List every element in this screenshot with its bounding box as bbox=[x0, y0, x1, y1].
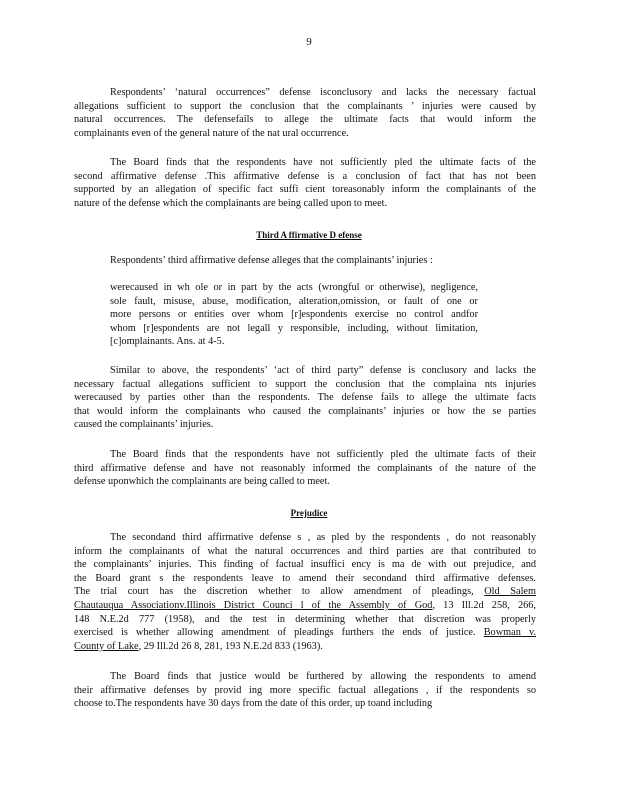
text-line: The Board finds that justice would be furthered by allowing the respondents to amend bbox=[110, 671, 536, 682]
text-line: sole fault, misuse, abuse, modification, alteration,omission, or fault of one or bbox=[110, 295, 478, 307]
text-line: the Board grant s the respondents leave to amend their secondand third affirmative defenses. bbox=[74, 572, 536, 584]
text-line bbox=[74, 585, 536, 599]
paragraph-leave-to-amend bbox=[74, 670, 536, 711]
text-span: exercised is whether allowing amendment of pleadings furthers the ends of justice. bbox=[74, 627, 476, 639]
paragraph-prejudice bbox=[74, 531, 536, 653]
case-name: Bowman v. bbox=[483, 627, 536, 639]
text-line: The Board finds that the respondents have not sufficiently pled the ultimate facts of their bbox=[110, 449, 536, 460]
text-line: The Board finds that the respondents have not sufficiently pled the ultimate facts of the bbox=[110, 157, 536, 168]
paragraph-board-finds-second bbox=[74, 156, 536, 210]
text-line: Similar to above, the respondents’ ‘act of third party” defense is conclusory and lacks the bbox=[110, 365, 536, 376]
text-line: natural occurrences. The defensefails to allege the ultimate facts that would inform the bbox=[74, 114, 536, 126]
paragraph-board-finds-third bbox=[74, 448, 536, 489]
paragraph-act-of-third-party bbox=[74, 364, 536, 432]
text-span: , 29 Ill.2d 26 8, 281, 193 N.E.2d 833 (1963). bbox=[138, 640, 323, 652]
block-quote bbox=[110, 281, 478, 349]
text-line: inform the complainants of what the natural occurrences and third parties are that contributed to bbox=[74, 545, 536, 557]
text-line: more persons or entities over whom [r]espondents exercise no control andfor bbox=[110, 309, 478, 321]
text-line: allegations sufficient to support the conclusion that the complainants ’ injuries were caused by bbox=[74, 100, 536, 112]
text-line: second affirmative defense .This affirmative defense is a conclusion of fact that has not been bbox=[74, 170, 536, 182]
text-line: complainants even of the general nature of the nat ural occurrence. bbox=[74, 127, 349, 139]
text-line: Respondents’ third affirmative defense alleges that the complainants’ injuries : bbox=[110, 255, 433, 266]
text-line: werecaused in wh ole or in part by the acts (wrongful or otherwise), negligence, bbox=[110, 282, 478, 293]
text-line: Respondents’ ‘natural occurrences” defense isconclusory and lacks the necessary factual bbox=[110, 87, 536, 98]
heading-third-affirmative-defense: Third A ffirmative D efense bbox=[256, 230, 362, 240]
text-line: 148 N.E.2d 777 (1958), and the test in determining whether that discretion was properly bbox=[74, 613, 536, 625]
heading-prejudice: Prejudice bbox=[290, 508, 328, 518]
text-line: the complainants’ injuries. This finding of factual insuffici ency is ma de with out prejudice, and bbox=[74, 559, 536, 571]
text-line: their affirmative defenses by provid ing more specific factual allegations , if the respondents so bbox=[74, 684, 536, 696]
text-line: necessary factual allegations sufficient to support the conclusion that the complaina nts injuries bbox=[74, 378, 536, 390]
text-line: [c]omplainants. Ans. at 4-5. bbox=[110, 336, 225, 348]
text-line bbox=[74, 599, 536, 613]
text-span: The trial court has the discretion whether to allow amendment of pleadings, bbox=[74, 586, 474, 598]
text-line: The secondand third affirmative defense s , as pled by the respondents , do not reasonably bbox=[110, 532, 536, 543]
text-line: third affirmative defense and have not reasonably informed the complainants of the nature of the bbox=[74, 462, 536, 474]
page-number: 9 bbox=[306, 36, 312, 48]
text-span: , 13 Ill.2d 258, 266, bbox=[432, 599, 536, 611]
text-line: supported by an allegation of specific fact suffi cient toreasonably inform the complainants of the bbox=[74, 184, 536, 196]
paragraph-third-defense-intro bbox=[74, 254, 536, 268]
paragraph-natural-occurrences bbox=[74, 86, 536, 140]
case-name: County of Lake bbox=[74, 640, 139, 652]
text-line: defense uponwhich the complainants are being called to meet. bbox=[74, 476, 330, 488]
case-name: Old Salem bbox=[484, 586, 536, 598]
text-line: caused the complainants’ injuries. bbox=[74, 419, 214, 431]
text-line: nature of the defense which the complainants are being called upon to meet. bbox=[74, 197, 388, 209]
text-line bbox=[74, 640, 536, 654]
text-line: choose to.The respondents have 30 days from the date of this order, up toand including bbox=[74, 698, 433, 710]
text-line: that would inform the complainants who caused the complainants’ injuries or how the se parties bbox=[74, 405, 536, 417]
text-line: werecaused by parties other than the respondents. The defense fails to allege the ultimate facts bbox=[74, 392, 536, 404]
text-line bbox=[74, 626, 536, 640]
case-name: Chautauqua Associationv.Illinois District Counci l of the Assembly of God bbox=[74, 599, 433, 611]
text-line: whom [r]espondents are not legall y responsible, including, without limitation, bbox=[110, 322, 478, 334]
